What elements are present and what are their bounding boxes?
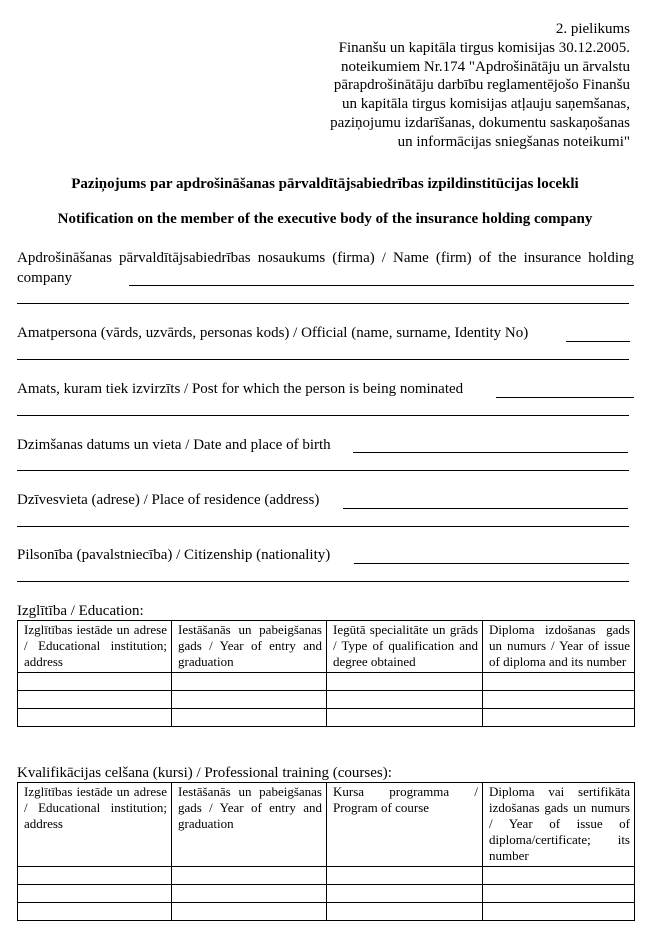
citizenship-label: Pilsonība (pavalstniecība) / Citizenship (nationality) — [17, 547, 331, 563]
table-cell[interactable] — [327, 885, 483, 903]
official-line-2[interactable] — [17, 359, 629, 360]
table-cell[interactable] — [172, 885, 327, 903]
table-row — [18, 903, 635, 921]
title-english: Notification on the member of the executive body of the insurance holding company — [57, 211, 593, 227]
table-cell[interactable] — [18, 673, 172, 691]
table-cell[interactable] — [18, 691, 172, 709]
table-cell[interactable] — [483, 885, 635, 903]
column-header: Iegūtā specialitāte un grāds / Type of qualification and degree obtained — [327, 621, 483, 673]
official-label: Amatpersona (vārds, uzvārds, personas kods) / Official (name, surname, Identity No) — [17, 325, 529, 341]
table-header-row — [18, 783, 635, 867]
citizenship-line[interactable] — [354, 563, 629, 564]
column-header: Iestāšanās un pabeigšanas gads / Year of entry and graduation — [172, 621, 327, 673]
company-name-label: Apdrošināšanas pārvaldītājsabiedrības nosaukums (firma) / Name (firm) of the insurance holding company — [17, 250, 634, 286]
table-row — [18, 885, 635, 903]
table-cell[interactable] — [483, 709, 635, 727]
birth-line[interactable] — [353, 452, 628, 453]
header-line: paziņojumu izdarīšanas, dokumentu saskaņošanas — [330, 114, 630, 131]
training-table — [17, 782, 635, 921]
post-line-2[interactable] — [17, 415, 629, 416]
regulation-header — [230, 20, 630, 152]
table-row — [18, 709, 635, 727]
residence-line-2[interactable] — [17, 526, 629, 527]
residence-line[interactable] — [343, 508, 628, 509]
table-cell[interactable] — [327, 867, 483, 885]
table-header-row — [18, 621, 635, 673]
header-line: 2. pielikums — [555, 21, 630, 37]
table-cell[interactable] — [172, 903, 327, 921]
post-line[interactable] — [496, 397, 634, 398]
residence-label: Dzīvesvieta (adrese) / Place of residence (address) — [17, 492, 320, 508]
table-cell[interactable] — [483, 903, 635, 921]
education-label: Izglītība / Education: — [17, 603, 144, 619]
column-header: Izglītības iestāde un adrese / Educational institution; address — [18, 783, 172, 867]
column-header: Izglītības iestāde un adrese / Educational institution; address — [18, 621, 172, 673]
header-line: un informācijas sniegšanas noteikumi" — [397, 133, 630, 150]
training-label: Kvalifikācijas celšana (kursi) / Professional training (courses): — [17, 765, 392, 781]
header-line: un kapitāla tirgus komisijas atļauju saņemšanas, — [341, 96, 630, 113]
header-line: Finanšu un kapitāla tirgus komisijas 30.12.2005. — [338, 39, 630, 56]
column-header: Diploma vai sertifikāta izdošanas gads un numurs / Year of issue of diploma/certificate; its number — [483, 783, 635, 867]
table-cell[interactable] — [483, 691, 635, 709]
table-cell[interactable] — [18, 867, 172, 885]
table-row — [18, 691, 635, 709]
table-cell[interactable] — [18, 903, 172, 921]
birth-label: Dzimšanas datums un vieta / Date and place of birth — [17, 437, 331, 453]
company-name-line-2[interactable] — [17, 303, 629, 304]
table-cell[interactable] — [483, 673, 635, 691]
header-line: noteikumiem Nr.174 "Apdrošinātāju un ārvalstu — [341, 58, 630, 75]
table-cell[interactable] — [172, 673, 327, 691]
table-cell[interactable] — [483, 867, 635, 885]
birth-line-2[interactable] — [17, 470, 629, 471]
table-cell[interactable] — [327, 709, 483, 727]
citizenship-line-2[interactable] — [17, 581, 629, 582]
table-cell[interactable] — [327, 673, 483, 691]
table-row — [18, 867, 635, 885]
table-cell[interactable] — [172, 691, 327, 709]
company-name-line[interactable] — [129, 285, 634, 286]
header-line: pārapdrošinātāju darbību reglamentējošo Finanšu — [333, 77, 630, 94]
column-header: Diploma izdošanas gads un numurs / Year of issue of diploma and its number — [483, 621, 635, 673]
column-header: Kursa programma / Program of course — [327, 783, 483, 867]
table-cell[interactable] — [172, 867, 327, 885]
post-label: Amats, kuram tiek izvirzīts / Post for which the person is being nominated — [17, 381, 464, 397]
table-cell[interactable] — [18, 709, 172, 727]
table-cell[interactable] — [327, 903, 483, 921]
table-cell[interactable] — [18, 885, 172, 903]
column-header: Iestāšanās un pabeigšanas gads / Year of entry and graduation — [172, 783, 327, 867]
table-cell[interactable] — [172, 709, 327, 727]
table-cell[interactable] — [327, 691, 483, 709]
education-table — [17, 620, 635, 727]
title-latvian: Paziņojums par apdrošināšanas pārvaldītājsabiedrības izpildinstitūcijas locekli — [71, 176, 579, 192]
table-row — [18, 673, 635, 691]
official-line[interactable] — [566, 341, 630, 342]
